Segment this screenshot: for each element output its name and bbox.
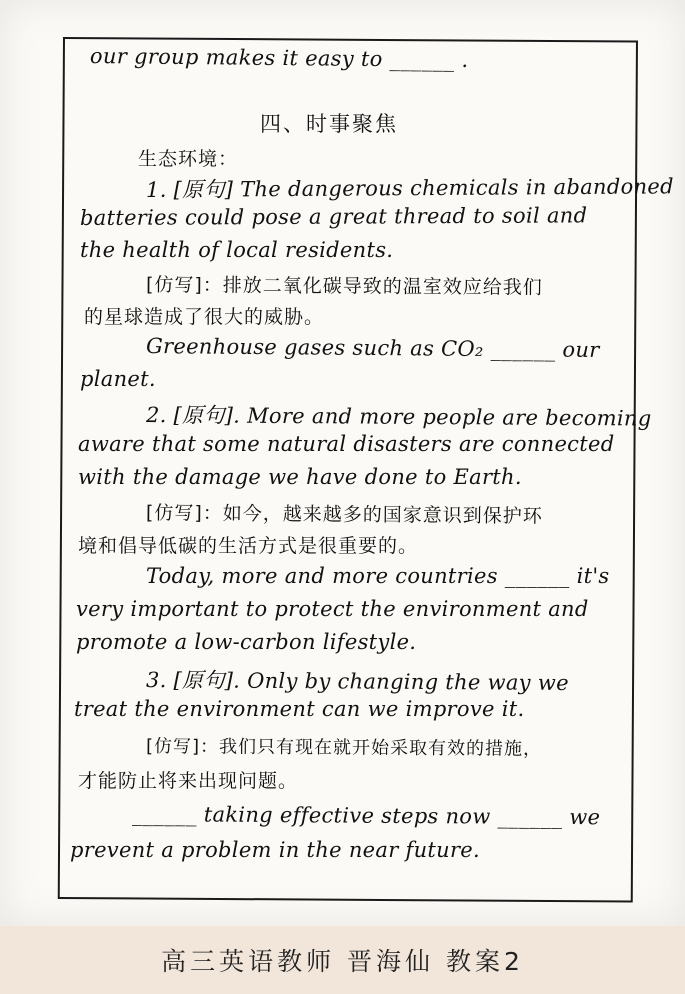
handwritten-line-20: treat the environment can we improve it.: [74, 697, 525, 721]
handwritten-line-12: aware that some natural disasters are connected: [78, 432, 615, 456]
handwritten-line-4: 1. [原句] The dangerous chemicals in abandoned: [145, 174, 674, 202]
chinese-line-7: [仿写]：排放二氧化碳导致的温室效应给我们: [145, 274, 543, 299]
handwritten-line-19: 3. [原句]. Only by changing the way we: [145, 668, 569, 695]
handwritten-line-23: ______ taking effective steps now ______ we: [131, 802, 601, 830]
chinese-line-14: [仿写]：如今，越来越多的国家意识到保护环: [145, 502, 543, 528]
handwritten-line-1: our group makes it easy to ______ .: [89, 44, 469, 72]
chinese-line-22: 才能防止将来出现问题。: [78, 770, 299, 792]
handwritten-line-17: very important to protect the environment and: [76, 597, 589, 621]
chinese-line-21: [仿写]：我们只有现在就开始采取有效的措施，: [145, 736, 543, 760]
handwritten-line-6: the health of local residents.: [80, 238, 394, 262]
handwritten-line-5: batteries could pose a great thread to soil and: [79, 203, 588, 230]
chinese-line-15: 境和倡导低碳的生活方式是很重要的。: [78, 535, 419, 557]
handwritten-line-24: prevent a problem in the near future.: [70, 838, 481, 862]
handwritten-line-18: promote a low-carbon lifestyle.: [76, 630, 417, 654]
handwritten-line-9: Greenhouse gases such as CO₂ ______ our: [145, 334, 600, 362]
handwritten-line-13: with the damage we have done to Earth.: [78, 465, 522, 489]
chinese-line-8: 的星球造成了很大的威胁。: [84, 306, 325, 328]
section-heading: 四、时事聚焦: [260, 112, 398, 136]
caption-text: 高三英语教师 晋海仙 教案2: [161, 947, 524, 976]
handwritten-line-10: planet.: [80, 367, 156, 391]
handwritten-line-16: Today, more and more countries ______ it's: [146, 564, 610, 588]
handwritten-line-11: 2. [原句]. More and more people are becoming: [145, 403, 652, 431]
topic-label: 生态环境：: [138, 148, 239, 170]
caption-bar: [0, 926, 685, 994]
